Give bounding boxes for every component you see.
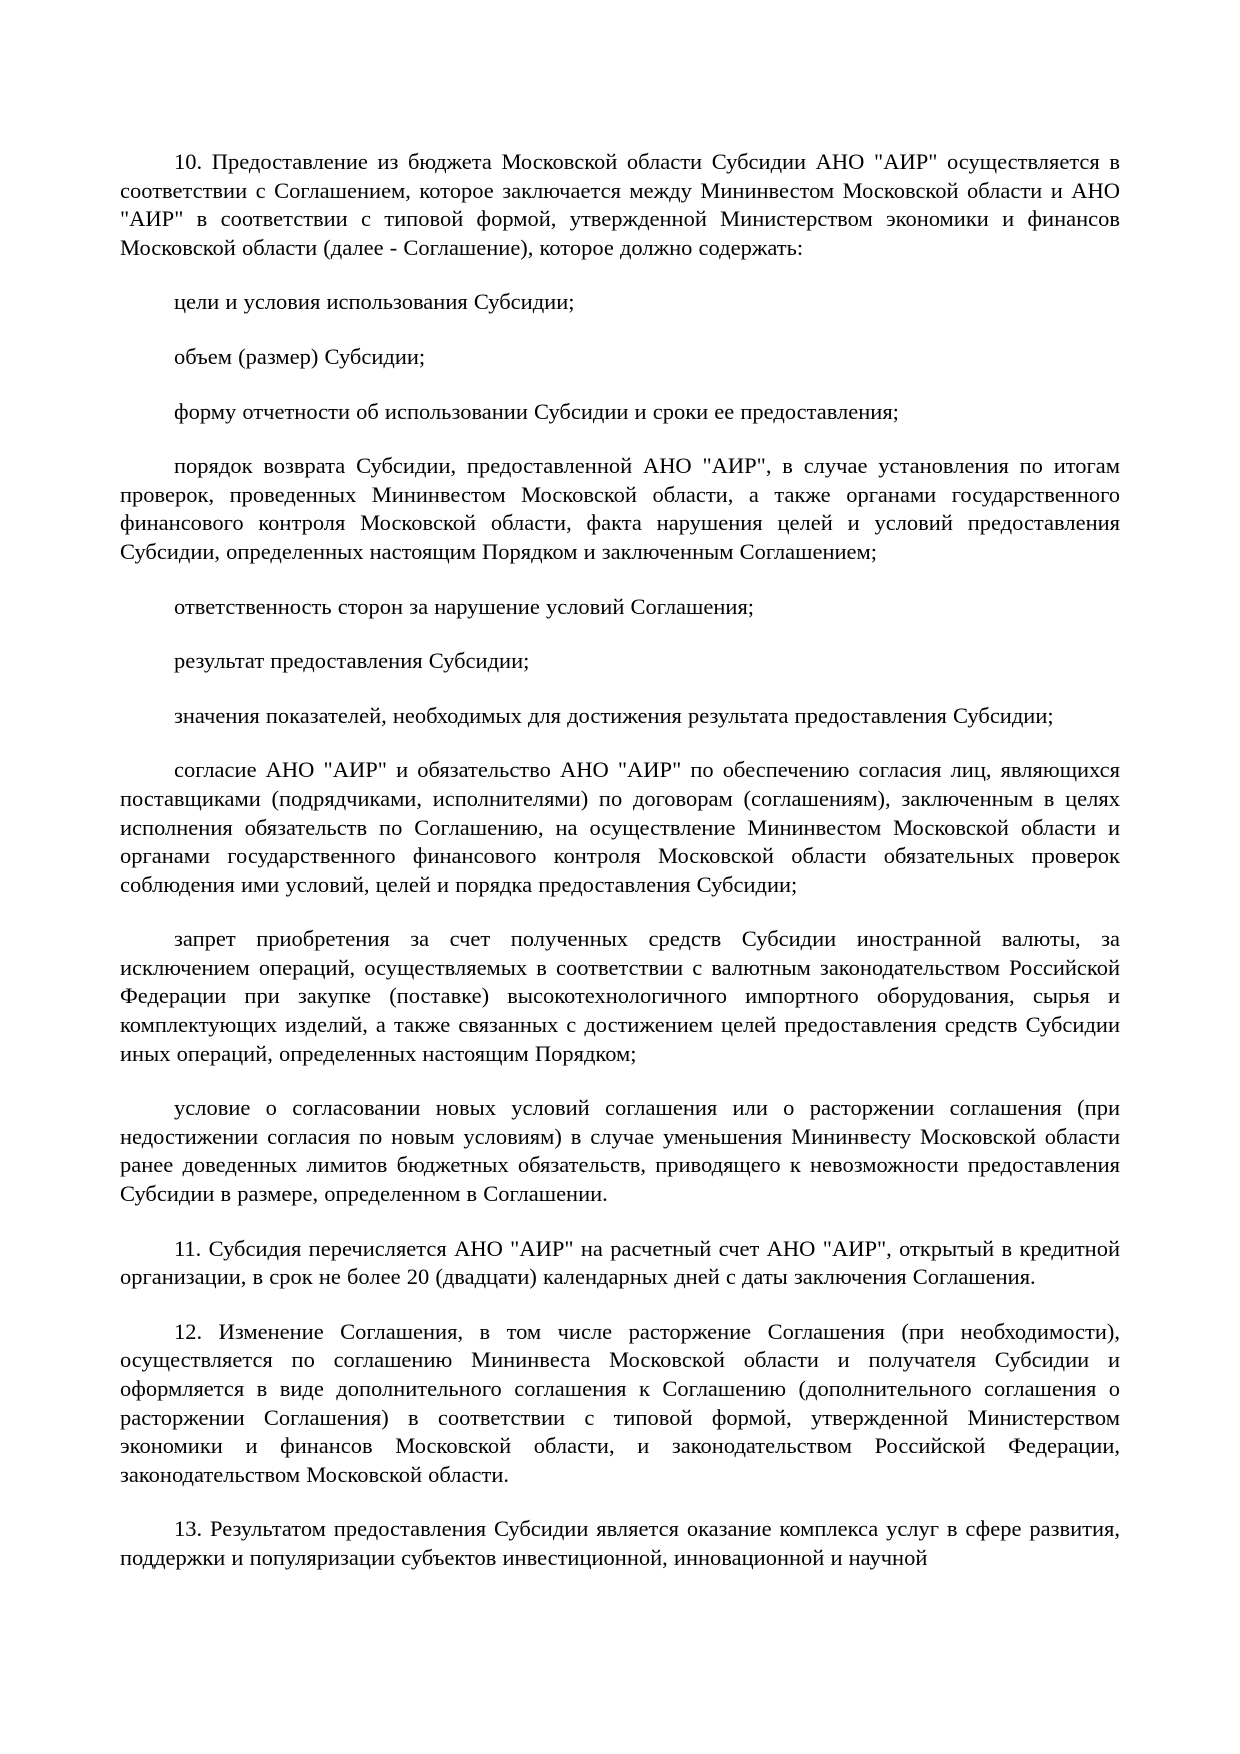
- list-item-reporting: форму отчетности об использовании Субсидии и сроки ее предоставления;: [174, 398, 899, 424]
- paragraph-10: 10. Предоставление из бюджета Московской области Субсидии АНО "АИР" осуществляется в соответствии с Соглашением, которое заключается между Мининвестом Московской области и АНО "АИР" в соответствии с типовой формой, утвержденной Министерством экономики и финансов Московской области (далее - Соглашение), которое должно содержать:: [120, 149, 1120, 260]
- list-item-goals: цели и условия использования Субсидии;: [174, 289, 575, 315]
- list-item-currency-ban: запрет приобретения за счет полученных средств Субсидии иностранной валюты, за исключением операций, осуществляемых в соответствии с валютным законодательством Российской Федерации при закупке (поставке) высокотехнологичного импортного оборудования, сырья и комплектующих изделий, а также связанных с достижением целей предоставления средств Субсидии иных операций, определенных настоящим Порядком;: [120, 926, 1120, 1066]
- list-item-consent: согласие АНО "АИР" и обязательство АНО "АИР" по обеспечению согласия лиц, являющихся поставщиками (подрядчиками, исполнителями) по договорам (соглашениям), заключенным в целях исполнения обязательств по Соглашению, на осуществление Мининвестом Московской области и органами государственного финансового контроля Московской области обязательных проверок соблюдения ими условий, целей и порядка предоставления Субсидии;: [120, 757, 1120, 897]
- list-item-responsibility: ответственность сторон за нарушение условий Соглашения;: [174, 593, 755, 619]
- list-item-result: результат предоставления Субсидии;: [174, 648, 530, 674]
- list-item-new-conditions: условие о согласовании новых условий соглашения или о расторжении соглашения (при недостижении согласия по новым условиям) в случае уменьшения Мининвесту Московской области ранее доведенных лимитов бюджетных обязательств, приводящего к невозможности предоставления Субсидии в размере, определенном в Соглашении.: [120, 1095, 1120, 1207]
- paragraph-13: 13. Результатом предоставления Субсидии является оказание комплекса услуг в сфере развития, поддержки и популяризации субъектов инвестиционной, инновационной и научной: [120, 1516, 1120, 1570]
- list-item-refund: порядок возврата Субсидии, предоставленной АНО "АИР", в случае установления по итогам проверок, проведенных Мининвестом Московской области, а также органами государственного финансового контроля Московской области, факта нарушения целей и условий предоставления Субсидии, определенных настоящим Порядком и заключенным Соглашением;: [120, 453, 1120, 564]
- document-page: [120, 148, 1120, 1573]
- paragraph-11: 11. Субсидия перечисляется АНО "АИР" на расчетный счет АНО "АИР", открытый в кредитной организации, в срок не более 20 (двадцати) календарных дней с даты заключения Соглашения.: [120, 1235, 1120, 1290]
- list-item-volume: объем (размер) Субсидии;: [174, 343, 426, 369]
- paragraph-12: 12. Изменение Соглашения, в том числе расторжение Соглашения (при необходимости), осуществляется по соглашению Мининвеста Московской области и получателя Субсидии и оформляется в виде дополнительного соглашения к Соглашению (дополнительного соглашения о расторжении Соглашения) в соответствии с типовой формой, утвержденной Министерством экономики и финансов Московской области, и законодательством Российской Федерации, законодательством Московской области.: [120, 1318, 1120, 1487]
- list-item-indicators: значения показателей, необходимых для достижения результата предоставления Субсидии;: [174, 702, 1054, 728]
